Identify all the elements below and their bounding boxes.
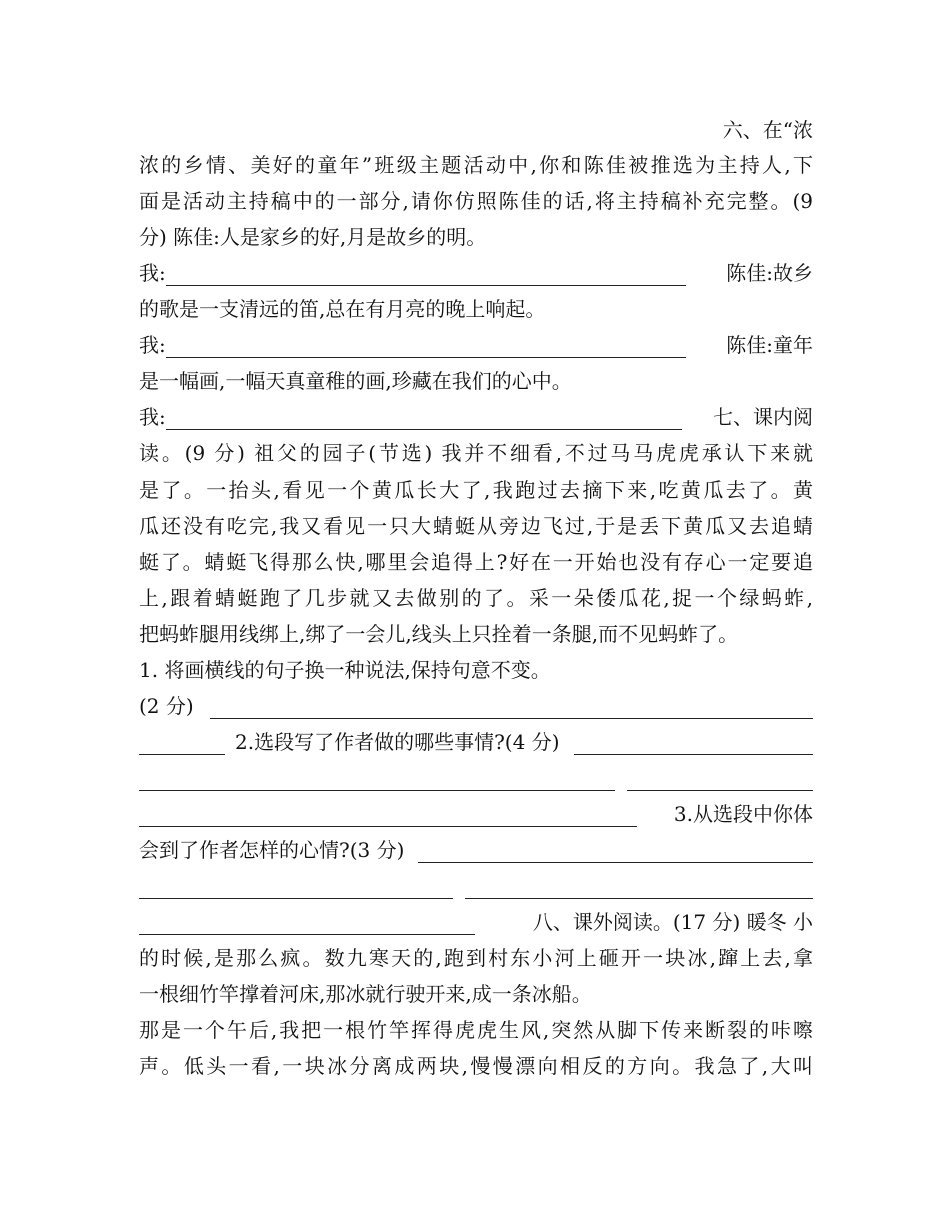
line-tail: 陈佳:童年 (726, 333, 813, 357)
answer-line (139, 765, 813, 791)
answer-blank[interactable] (139, 808, 637, 827)
text-line: 上,跟着蜻蜓跑了几步就又去做别的了。采一朵倭瓜花,捉一个绿蚂蚱, (139, 586, 813, 610)
question-text: 3.从选段中你体 (673, 802, 813, 826)
answer-line (139, 260, 813, 286)
answer-blank[interactable] (139, 880, 453, 899)
answer-line (139, 801, 813, 827)
text-line: 那是一个午后,我把一根竹竿挥得虎虎生风,突然从脚下传来断裂的咔嚓 (139, 1018, 813, 1042)
text-line: 的时候,是那么疯。数九寒天的,跑到村东小河上砸开一块冰,蹿上去,拿 (139, 946, 813, 970)
text-line: 蜓了。蜻蜓飞得那么快,哪里会追得上?好在一开始也没有存心一定要追 (139, 550, 813, 574)
line-label: 我: (139, 333, 166, 357)
text-line: 声。低头一看,一块冰分离成两块,慢慢漂向相反的方向。我急了,大叫 (139, 1054, 813, 1078)
line-label: 我: (139, 405, 166, 429)
text-line: 六、在“浓 (722, 118, 813, 142)
answer-line (139, 729, 813, 755)
answer-line (139, 332, 813, 358)
line-label: 我: (139, 261, 166, 285)
line-tail: 七、课内阅 (713, 405, 813, 429)
section-heading-text: 八、课外阅读。(17 分) 暖冬 小 (532, 910, 813, 934)
text-line: 分) 陈佳:人是家乡的好,月是故乡的明。 (139, 225, 487, 249)
question-text: 会到了作者怎样的心情?(3 分) (139, 838, 405, 862)
line-tail: 陈佳:故乡 (726, 261, 813, 285)
answer-blank[interactable] (166, 411, 682, 430)
answer-line (139, 837, 813, 863)
answer-line (139, 909, 813, 935)
text-line: 是了。一抬头,看见一个黄瓜长大了,我跑过去摘下来,吃黄瓜去了。黄 (139, 478, 813, 502)
answer-blank[interactable] (166, 267, 686, 286)
answer-blank[interactable] (139, 736, 225, 755)
question-line: 1. 将画横线的句子换一种说法,保持句意不变。 (139, 658, 551, 682)
answer-blank[interactable] (210, 700, 813, 719)
answer-blank[interactable] (166, 339, 686, 358)
text-line: 一根细竹竿撑着河床,那冰就行驶开来,成一条冰船。 (139, 982, 592, 1006)
answer-line (139, 693, 813, 719)
answer-blank[interactable] (139, 772, 615, 791)
text-line: 瓜还没有吃完,我又看见一只大蜻蜓从旁边飞过,于是丢下黄瓜又去追蜻 (139, 514, 813, 538)
answer-line (139, 404, 813, 430)
text-line: 读。(9 分) 祖父的园子(节选) 我并不细看,不过马马虎虎承认下来就 (139, 441, 813, 465)
answer-blank[interactable] (627, 772, 813, 791)
text-line: 把蚂蚱腿用线绑上,绑了一会儿,线头上只拴着一条腿,而不见蚂蚱了。 (139, 622, 739, 646)
answer-blank[interactable] (418, 844, 813, 863)
answer-blank[interactable] (139, 916, 475, 935)
line-label: (2 分) (139, 694, 194, 718)
text-line: 是一幅画,一幅天真童稚的画,珍藏在我们的心中。 (139, 369, 572, 393)
answer-line (139, 873, 813, 899)
text-line: 浓的乡情、美好的童年”班级主题活动中,你和陈佳被推选为主持人,下 (139, 153, 813, 177)
answer-blank[interactable] (465, 880, 813, 899)
text-line: 面是活动主持稿中的一部分,请你仿照陈佳的话,将主持稿补充完整。(9 (139, 189, 813, 213)
question-text: 2.选段写了作者做的哪些事情?(4 分) (235, 730, 560, 754)
answer-blank[interactable] (574, 736, 814, 755)
text-line: 的歌是一支清远的笛,总在有月亮的晚上响起。 (139, 297, 546, 321)
